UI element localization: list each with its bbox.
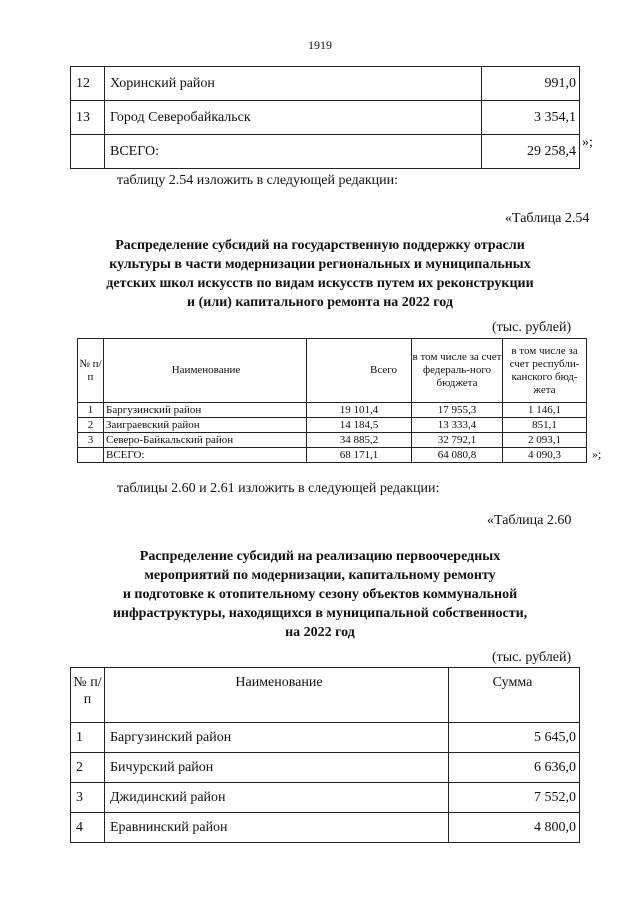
row-total: 14 184,5 [307,418,412,433]
row-total: 19 101,4 [307,403,412,418]
row-number: 3 [71,783,105,813]
row-name: Баргузинский район [104,403,307,418]
row-number: 2 [71,753,105,783]
title-line: детских школ искусств по видам искусств путем их реконструкции [106,276,534,291]
row-republic: 851,1 [503,418,587,433]
title-line: и (или) капитального ремонта на 2022 год [187,295,453,310]
header-row [78,339,587,403]
table-row [78,418,587,433]
federal-total: 64 080,8 [412,448,503,463]
header-republic: в том числе за счет республи-канского бюд-жета [503,339,587,403]
closing-quote: »; [592,447,602,461]
table-row [78,433,587,448]
row-sum: 5 645,0 [449,723,580,753]
row-federal: 17 955,3 [412,403,503,418]
table-row [71,753,580,783]
republic-total: 4 090,3 [503,448,587,463]
title-line: инфраструктуры, находящихся в муниципальной собственности, [112,606,528,621]
header-federal: в том числе за счет федераль-ного бюджета [412,339,503,403]
table-caption: «Таблица 2.54 [505,211,590,226]
table-row [71,813,580,843]
table-row [71,101,580,135]
subsidy-table-2-60 [70,667,580,843]
table-row [78,403,587,418]
header-total: Всего [307,339,412,403]
row-number: 2 [78,418,104,433]
total-label: ВСЕГО: [104,448,307,463]
row-value: 991,0 [482,67,580,101]
row-sum: 4 800,0 [449,813,580,843]
row-sum: 6 636,0 [449,753,580,783]
total-value: 68 171,1 [307,448,412,463]
row-name: Хоринский район [105,67,482,101]
row-name: Заиграевский район [104,418,307,433]
row-name: Еравнинский район [105,813,449,843]
row-republic: 1 146,1 [503,403,587,418]
row-republic: 2 093,1 [503,433,587,448]
row-number: 12 [71,67,105,101]
row-sum: 7 552,0 [449,783,580,813]
title-line: на 2022 год [285,625,355,640]
row-name: Джидинский район [105,783,449,813]
closing-quote: »; [582,135,593,150]
title-line: культуры в части модернизации региональных и муниципальных [109,257,531,272]
row-federal: 32 792,1 [412,433,503,448]
unit-label: (тыс. рублей) [492,650,572,665]
row-name: Город Северобайкальск [105,101,482,135]
table-caption: «Таблица 2.60 [487,513,572,528]
row-value: 3 354,1 [482,101,580,135]
header-number: № п/п [78,339,104,403]
row-number: 3 [78,433,104,448]
header-row [71,668,580,723]
row-number [71,135,105,169]
table-row [71,723,580,753]
table-title [0,547,640,642]
row-number: 13 [71,101,105,135]
total-value: 29 258,4 [482,135,580,169]
row-number: 1 [71,723,105,753]
table-title [0,236,640,312]
title-line: мероприятий по модернизации, капитальному ремонту [144,568,496,583]
row-number [78,448,104,463]
row-number: 1 [78,403,104,418]
title-line: Распределение субсидий на реализацию первоочередных [139,549,501,564]
total-row [78,448,587,463]
table-row [71,67,580,101]
header-sum: Сумма [449,668,580,723]
instruction-text: таблицы 2.60 и 2.61 изложить в следующей редакции: [117,481,440,496]
row-name: Баргузинский район [105,723,449,753]
header-number: № п/п [71,668,105,723]
unit-label: (тыс. рублей) [492,320,572,335]
page-number: 1919 [308,38,332,52]
instruction-text: таблицу 2.54 изложить в следующей редакции: [117,173,399,188]
header-name: Наименование [105,668,449,723]
table-row [71,783,580,813]
total-label: ВСЕГО: [105,135,482,169]
table-continuation [70,66,580,169]
total-row [71,135,580,169]
row-number: 4 [71,813,105,843]
header-name: Наименование [104,339,307,403]
row-total: 34 885,2 [307,433,412,448]
subsidy-table-2-54 [77,338,587,463]
title-line: и подготовке к отопительному сезону объектов коммунальной [122,587,518,602]
row-name: Северо-Байкальский район [104,433,307,448]
row-name: Бичурский район [105,753,449,783]
row-federal: 13 333,4 [412,418,503,433]
title-line: Распределение субсидий на государственную поддержку отрасли [115,238,525,253]
